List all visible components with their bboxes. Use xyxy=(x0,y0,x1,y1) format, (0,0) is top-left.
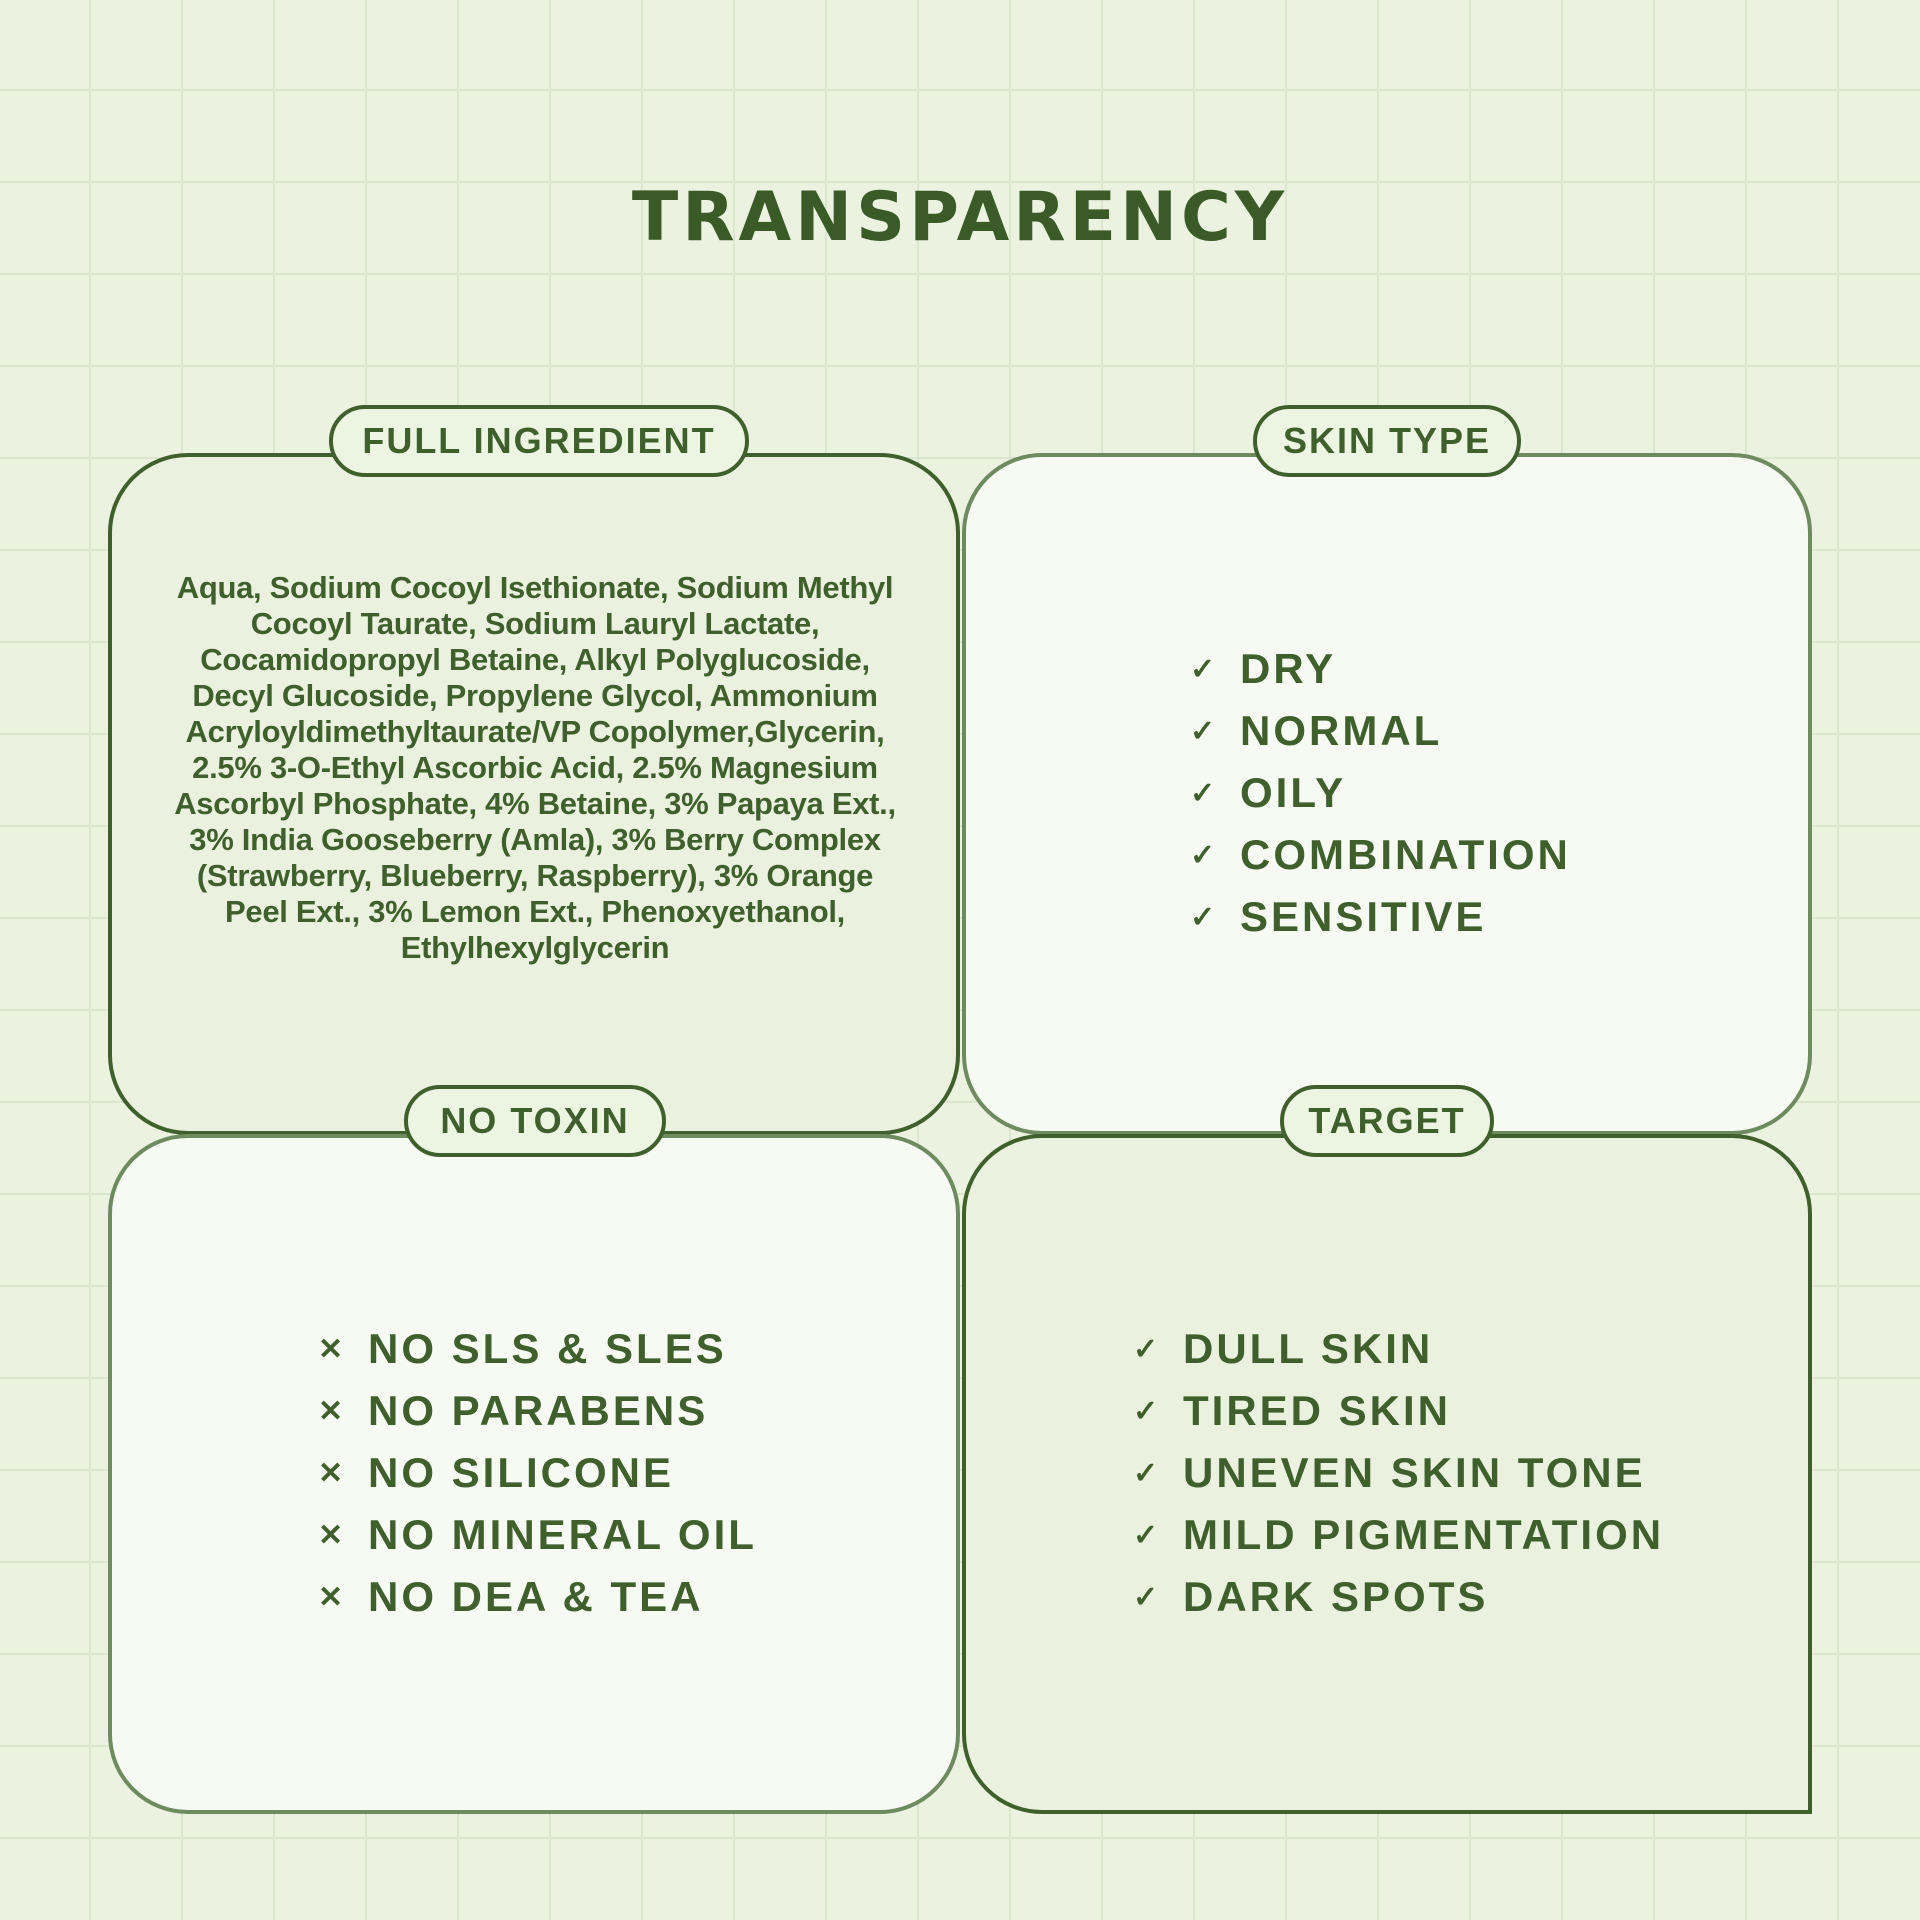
list-item xyxy=(318,1380,757,1442)
list-item xyxy=(1133,1504,1664,1566)
page-title: TRANSPARENCY xyxy=(631,178,1289,257)
list-item xyxy=(1190,824,1571,886)
list-item xyxy=(1190,762,1571,824)
list-item-label: OILY xyxy=(1240,769,1347,816)
ingredients-text: Aqua, Sodium Cocoyl Isethionate, Sodium Methyl Cocoyl Taurate, Sodium Lauryl Lactate, Cocamidopropyl Betaine, Alkyl Polyglucoside, Decyl Glucoside, Propylene Glycol, Ammonium Acryloyldimethyltaurate/VP Copolymer,Glycerin, 2.5% 3-O-Ethyl Ascorbic Acid, 2.5% Magnesium Ascorbyl Phosphate, 4% Betaine, 3% Papaya Ext., 3% India Gooseberry (Amla), 3% Berry Complex (Strawberry, Blueberry, Raspberry), 3% Orange Peel Ext., 3% Lemon Ext., Phenoxyethanol, Ethylhexylglycerin xyxy=(174,570,896,965)
list-item xyxy=(1133,1566,1664,1628)
target-list xyxy=(1133,1318,1664,1628)
list-item-label: COMBINATION xyxy=(1240,831,1571,878)
check-icon: ✓ xyxy=(1190,900,1216,934)
check-icon: ✓ xyxy=(1133,1518,1159,1552)
cross-icon: ✕ xyxy=(318,1394,344,1428)
list-item xyxy=(318,1566,757,1628)
list-item-label: UNEVEN SKIN TONE xyxy=(1183,1449,1646,1496)
list-item xyxy=(1133,1380,1664,1442)
check-icon: ✓ xyxy=(1190,652,1216,686)
list-item xyxy=(318,1504,757,1566)
check-icon: ✓ xyxy=(1133,1580,1159,1614)
list-item xyxy=(318,1318,757,1380)
list-item-label: NORMAL xyxy=(1240,707,1443,754)
list-item-label: NO SLS & SLES xyxy=(368,1325,727,1372)
list-item xyxy=(1133,1318,1664,1380)
check-icon: ✓ xyxy=(1133,1456,1159,1490)
list-item-label: NO DEA & TEA xyxy=(368,1573,704,1620)
list-item-label: MILD PIGMENTATION xyxy=(1183,1511,1665,1558)
list-item-label: SENSITIVE xyxy=(1240,893,1487,940)
list-item-label: NO SILICONE xyxy=(368,1449,675,1496)
tab-full-ingredient: FULL INGREDIENT xyxy=(329,405,749,477)
list-item xyxy=(1190,638,1571,700)
no-toxin-list xyxy=(318,1318,757,1628)
list-item-label: NO MINERAL OIL xyxy=(368,1511,757,1558)
list-item xyxy=(1190,886,1571,948)
list-item xyxy=(1133,1442,1664,1504)
list-item-label: DARK SPOTS xyxy=(1183,1573,1489,1620)
check-icon: ✓ xyxy=(1133,1394,1159,1428)
list-item-label: TIRED SKIN xyxy=(1183,1387,1452,1434)
cross-icon: ✕ xyxy=(318,1332,344,1366)
tab-no-toxin: NO TOXIN xyxy=(404,1085,666,1157)
list-item-label: NO PARABENS xyxy=(368,1387,709,1434)
skin-type-list xyxy=(1190,638,1571,948)
list-item xyxy=(1190,700,1571,762)
cross-icon: ✕ xyxy=(318,1518,344,1552)
check-icon: ✓ xyxy=(1190,776,1216,810)
list-item xyxy=(318,1442,757,1504)
check-icon: ✓ xyxy=(1190,714,1216,748)
list-item-label: DULL SKIN xyxy=(1183,1325,1434,1372)
check-icon: ✓ xyxy=(1133,1332,1159,1366)
cross-icon: ✕ xyxy=(318,1456,344,1490)
list-item-label: DRY xyxy=(1240,645,1337,692)
tab-skin-type: SKIN TYPE xyxy=(1253,405,1521,477)
tab-target: TARGET xyxy=(1280,1085,1494,1157)
cross-icon: ✕ xyxy=(318,1580,344,1614)
check-icon: ✓ xyxy=(1190,838,1216,872)
